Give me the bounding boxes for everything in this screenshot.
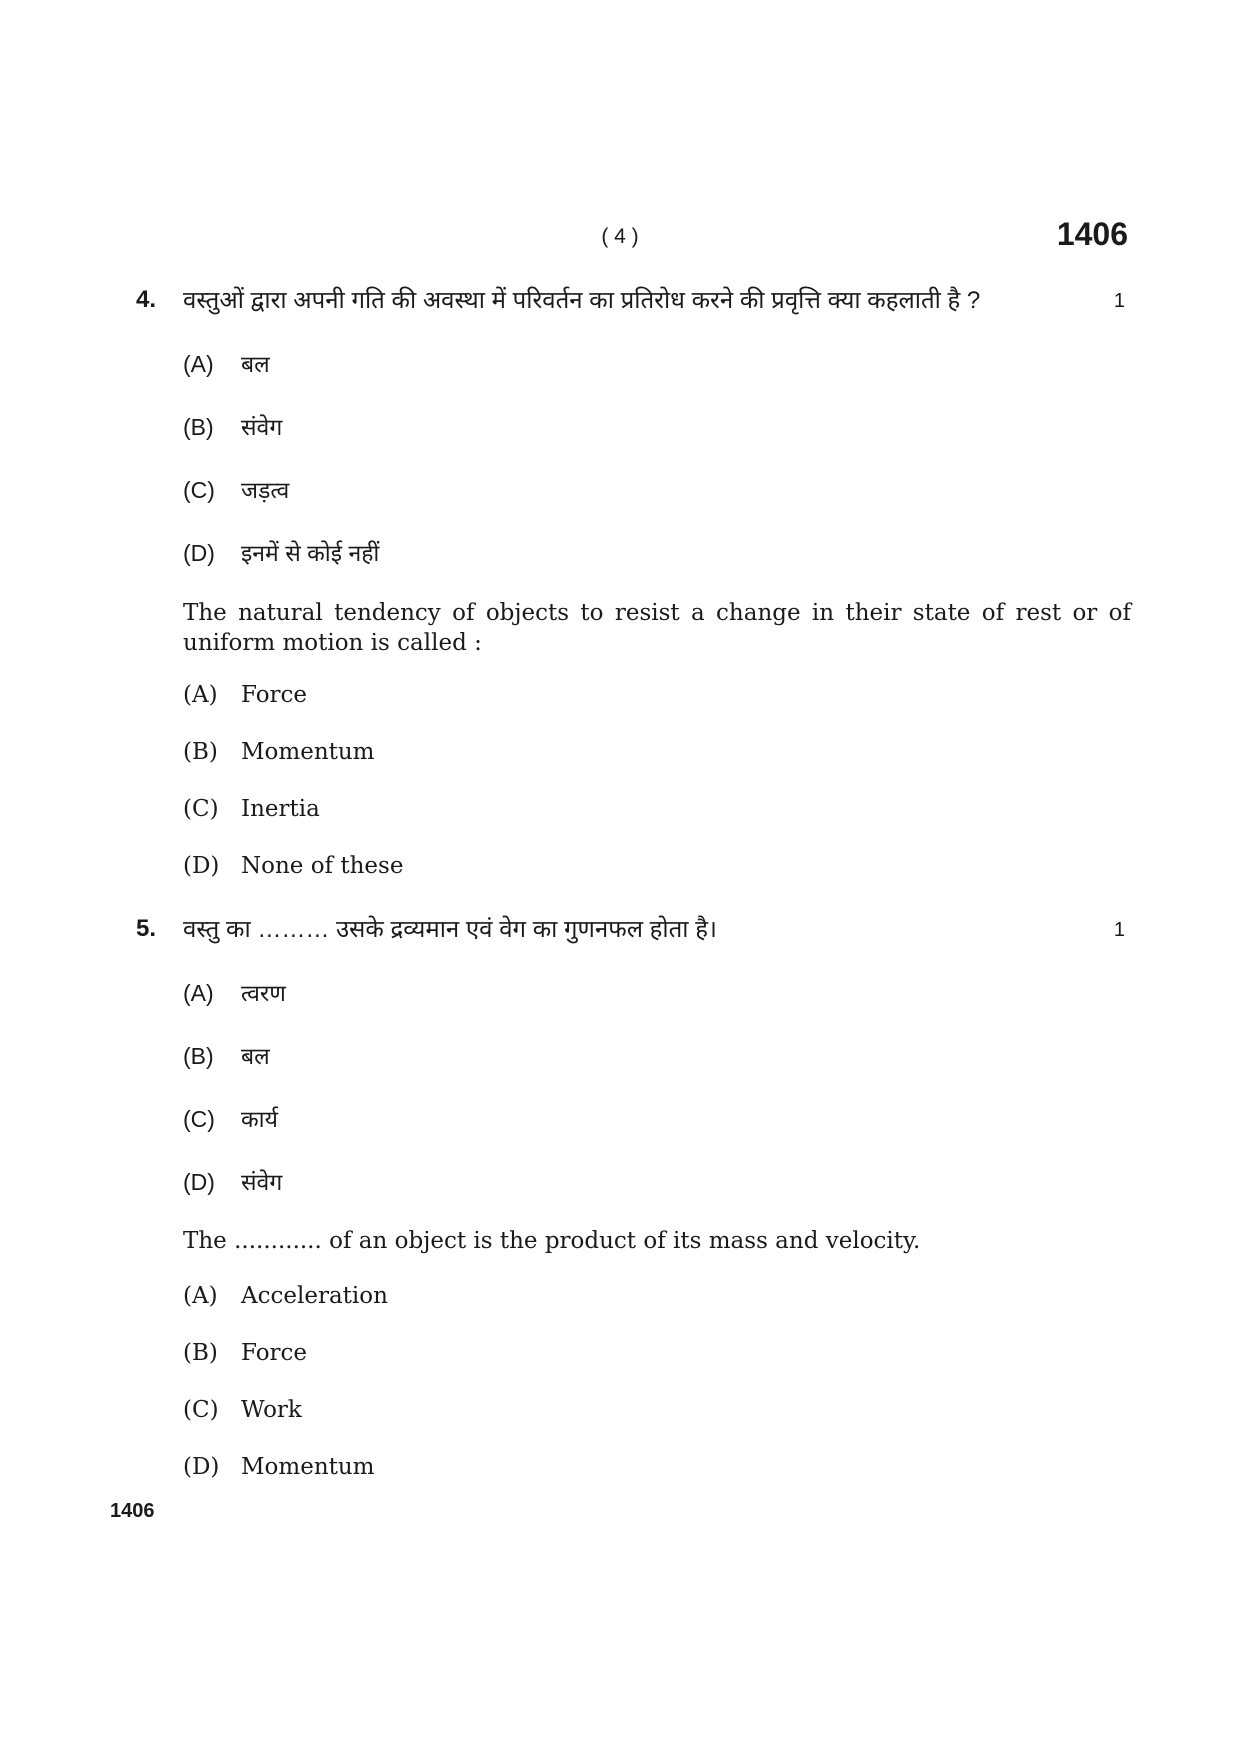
option-text: संवेग (241, 1169, 283, 1195)
paper-code-footer: 1406 (110, 1500, 155, 1522)
option-text: Inertia (241, 796, 320, 822)
question-marks: 1 (1113, 290, 1125, 312)
option-text: Work (241, 1397, 302, 1423)
option-english (183, 796, 320, 822)
option-label: (C) (183, 1106, 215, 1132)
option-text: कार्य (241, 1106, 278, 1132)
option-text: जड़त्व (241, 477, 290, 503)
option-text: Force (241, 1340, 308, 1366)
option-english (183, 853, 403, 879)
option-english (183, 682, 307, 708)
option-label: (A) (183, 980, 214, 1006)
option-label: (A) (183, 1283, 218, 1309)
option-text: बल (241, 351, 270, 377)
question-text-hindi: वस्तुओं द्वारा अपनी गति की अवस्था में परिवर्तन का प्रतिरोध करने की प्रवृत्ति क्या कहलाती है ? (183, 287, 981, 314)
option-label: (D) (183, 1169, 215, 1195)
option-label: (A) (183, 351, 214, 377)
paper-code-header: 1406 (1056, 216, 1128, 252)
option-text: त्वरण (241, 980, 286, 1006)
question-text-english: The ............ of an object is the product of its mass and velocity. (183, 1228, 921, 1254)
page-number: ( 4 ) (601, 225, 639, 248)
option-label: (A) (183, 682, 218, 708)
option-english (183, 1454, 375, 1480)
option-text: बल (241, 1043, 270, 1069)
option-english (183, 739, 375, 765)
option-text: Force (241, 682, 308, 708)
option-hindi (183, 976, 286, 1008)
question-text-hindi: वस्तु का ……… उसके द्रव्यमान एवं वेग का गुणनफल होता है। (183, 916, 718, 943)
question-number: 4. (136, 286, 157, 313)
option-label: (D) (183, 853, 220, 879)
option-hindi (183, 473, 289, 505)
option-hindi (183, 347, 270, 379)
option-label: (B) (183, 1340, 218, 1366)
option-hindi (183, 410, 282, 442)
option-text: इनमें से कोई नहीं (241, 540, 380, 566)
option-label: (B) (183, 414, 214, 440)
option-label: (C) (183, 1397, 219, 1423)
question-marks: 1 (1113, 919, 1125, 941)
option-hindi (183, 1039, 270, 1071)
option-text: None of these (241, 853, 404, 879)
option-text: संवेग (241, 414, 283, 440)
option-text: Momentum (241, 739, 375, 765)
question-text-english: The natural tendency of objects to resist a change in their state of rest or of uniform motion is called : (183, 600, 1131, 656)
option-english (183, 1340, 307, 1366)
option-label: (D) (183, 1454, 220, 1480)
option-hindi (183, 536, 379, 568)
option-english (183, 1397, 302, 1423)
option-hindi (183, 1102, 278, 1134)
question-number: 5. (136, 915, 157, 942)
option-hindi (183, 1165, 282, 1197)
option-text: Momentum (241, 1454, 375, 1480)
option-label: (C) (183, 477, 215, 503)
option-label: (C) (183, 796, 219, 822)
option-label: (D) (183, 540, 215, 566)
option-english (183, 1283, 388, 1309)
option-text: Acceleration (241, 1283, 388, 1309)
option-label: (B) (183, 1043, 214, 1069)
option-label: (B) (183, 739, 218, 765)
